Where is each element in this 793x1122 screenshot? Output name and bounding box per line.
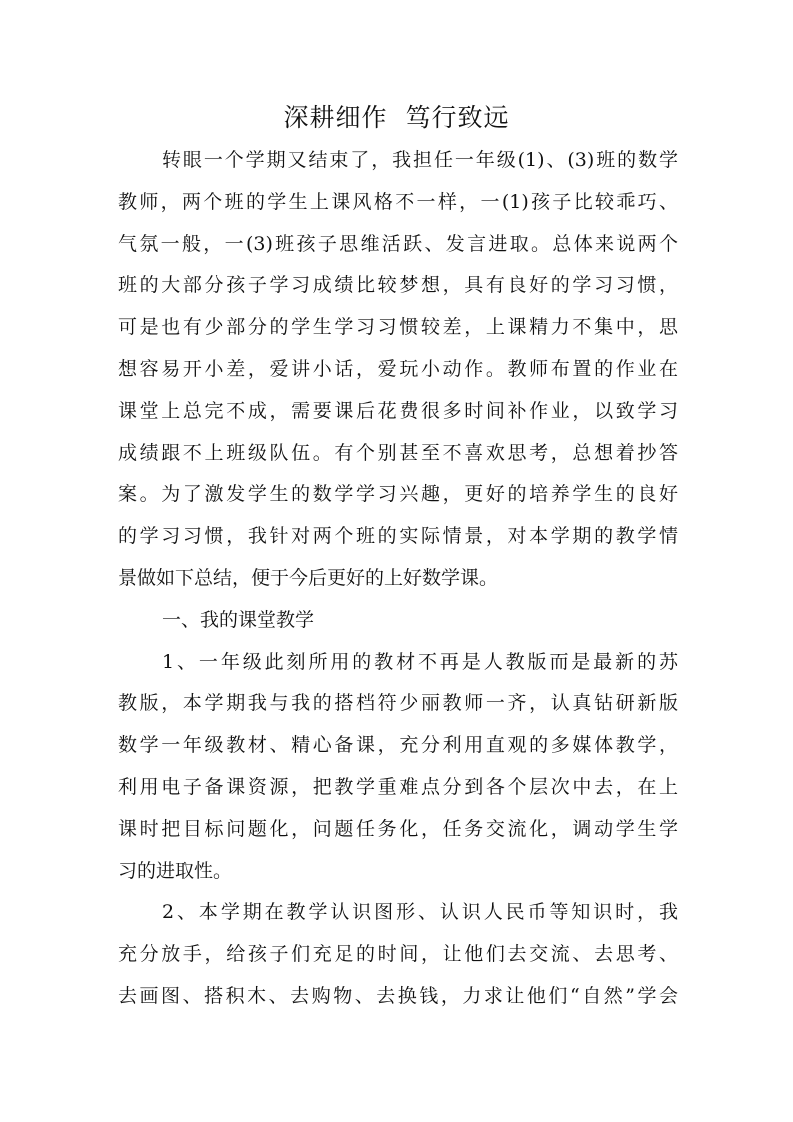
paragraph-line: 气氛一般，一(3)班孩子思维活跃、发言进取。总体来说两个 [118,232,678,255]
paragraph-line: 班的大部分孩子学习成绩比较梦想，具有良好的学习习惯， [118,274,678,297]
paragraph-line: 景做如下总结，便于今后更好的上好数学课。 [118,566,499,589]
paragraph-line: 数学一年级教材、精心备课，充分利用直观的多媒体教学， [118,734,678,757]
paragraph-line: 课时把目标问题化，问题任务化，任务交流化，调动学生学 [118,817,678,840]
paragraph-line: 可是也有少部分的学生学习习惯较差，上课精力不集中，思 [118,316,678,339]
paragraph-line: 2、本学期在教学认识图形、认识人民币等知识时，我 [162,901,678,924]
paragraph-line: 课堂上总完不成，需要课后花费很多时间补作业，以致学习 [118,399,678,422]
paragraph-line: 教师，两个班的学生上课风格不一样，一(1)孩子比较乖巧、 [118,190,678,213]
paragraph-line: 案。为了激发学生的数学学习兴趣，更好的培养学生的良好 [118,483,678,506]
paragraph-line: 1、一年级此刻所用的教材不再是人教版而是最新的苏 [162,650,678,673]
document-title: 深耕细作 笃行致远 [283,103,510,132]
paragraph-line: 利用电子备课资源，把教学重难点分到各个层次中去，在上 [118,775,678,798]
paragraph-line: 转眼一个学期又结束了，我担任一年级(1)、(3)班的数学 [162,149,678,171]
paragraph-line: 的学习习惯，我针对两个班的实际情景，对本学期的教学情 [118,525,678,548]
paragraph-line: 去画图、搭积木、去购物、去换钱，力求让他们“自然”学会 [118,984,678,1007]
paragraph-line: 教版，本学期我与我的搭档符少丽教师一齐，认真钻研新版 [118,692,678,715]
paragraph-line: 成绩跟不上班级队伍。有个别甚至不喜欢思考，总想着抄答 [118,441,678,464]
paragraph-line: 习的进取性。 [118,859,233,882]
section-heading: 一、我的课堂教学 [162,608,315,631]
paragraph-line: 想容易开小差，爱讲小话，爱玩小动作。教师布置的作业在 [118,357,678,380]
paragraph-line: 充分放手，给孩子们充足的时间，让他们去交流、去思考、 [118,943,678,966]
document-body [118,140,678,1018]
